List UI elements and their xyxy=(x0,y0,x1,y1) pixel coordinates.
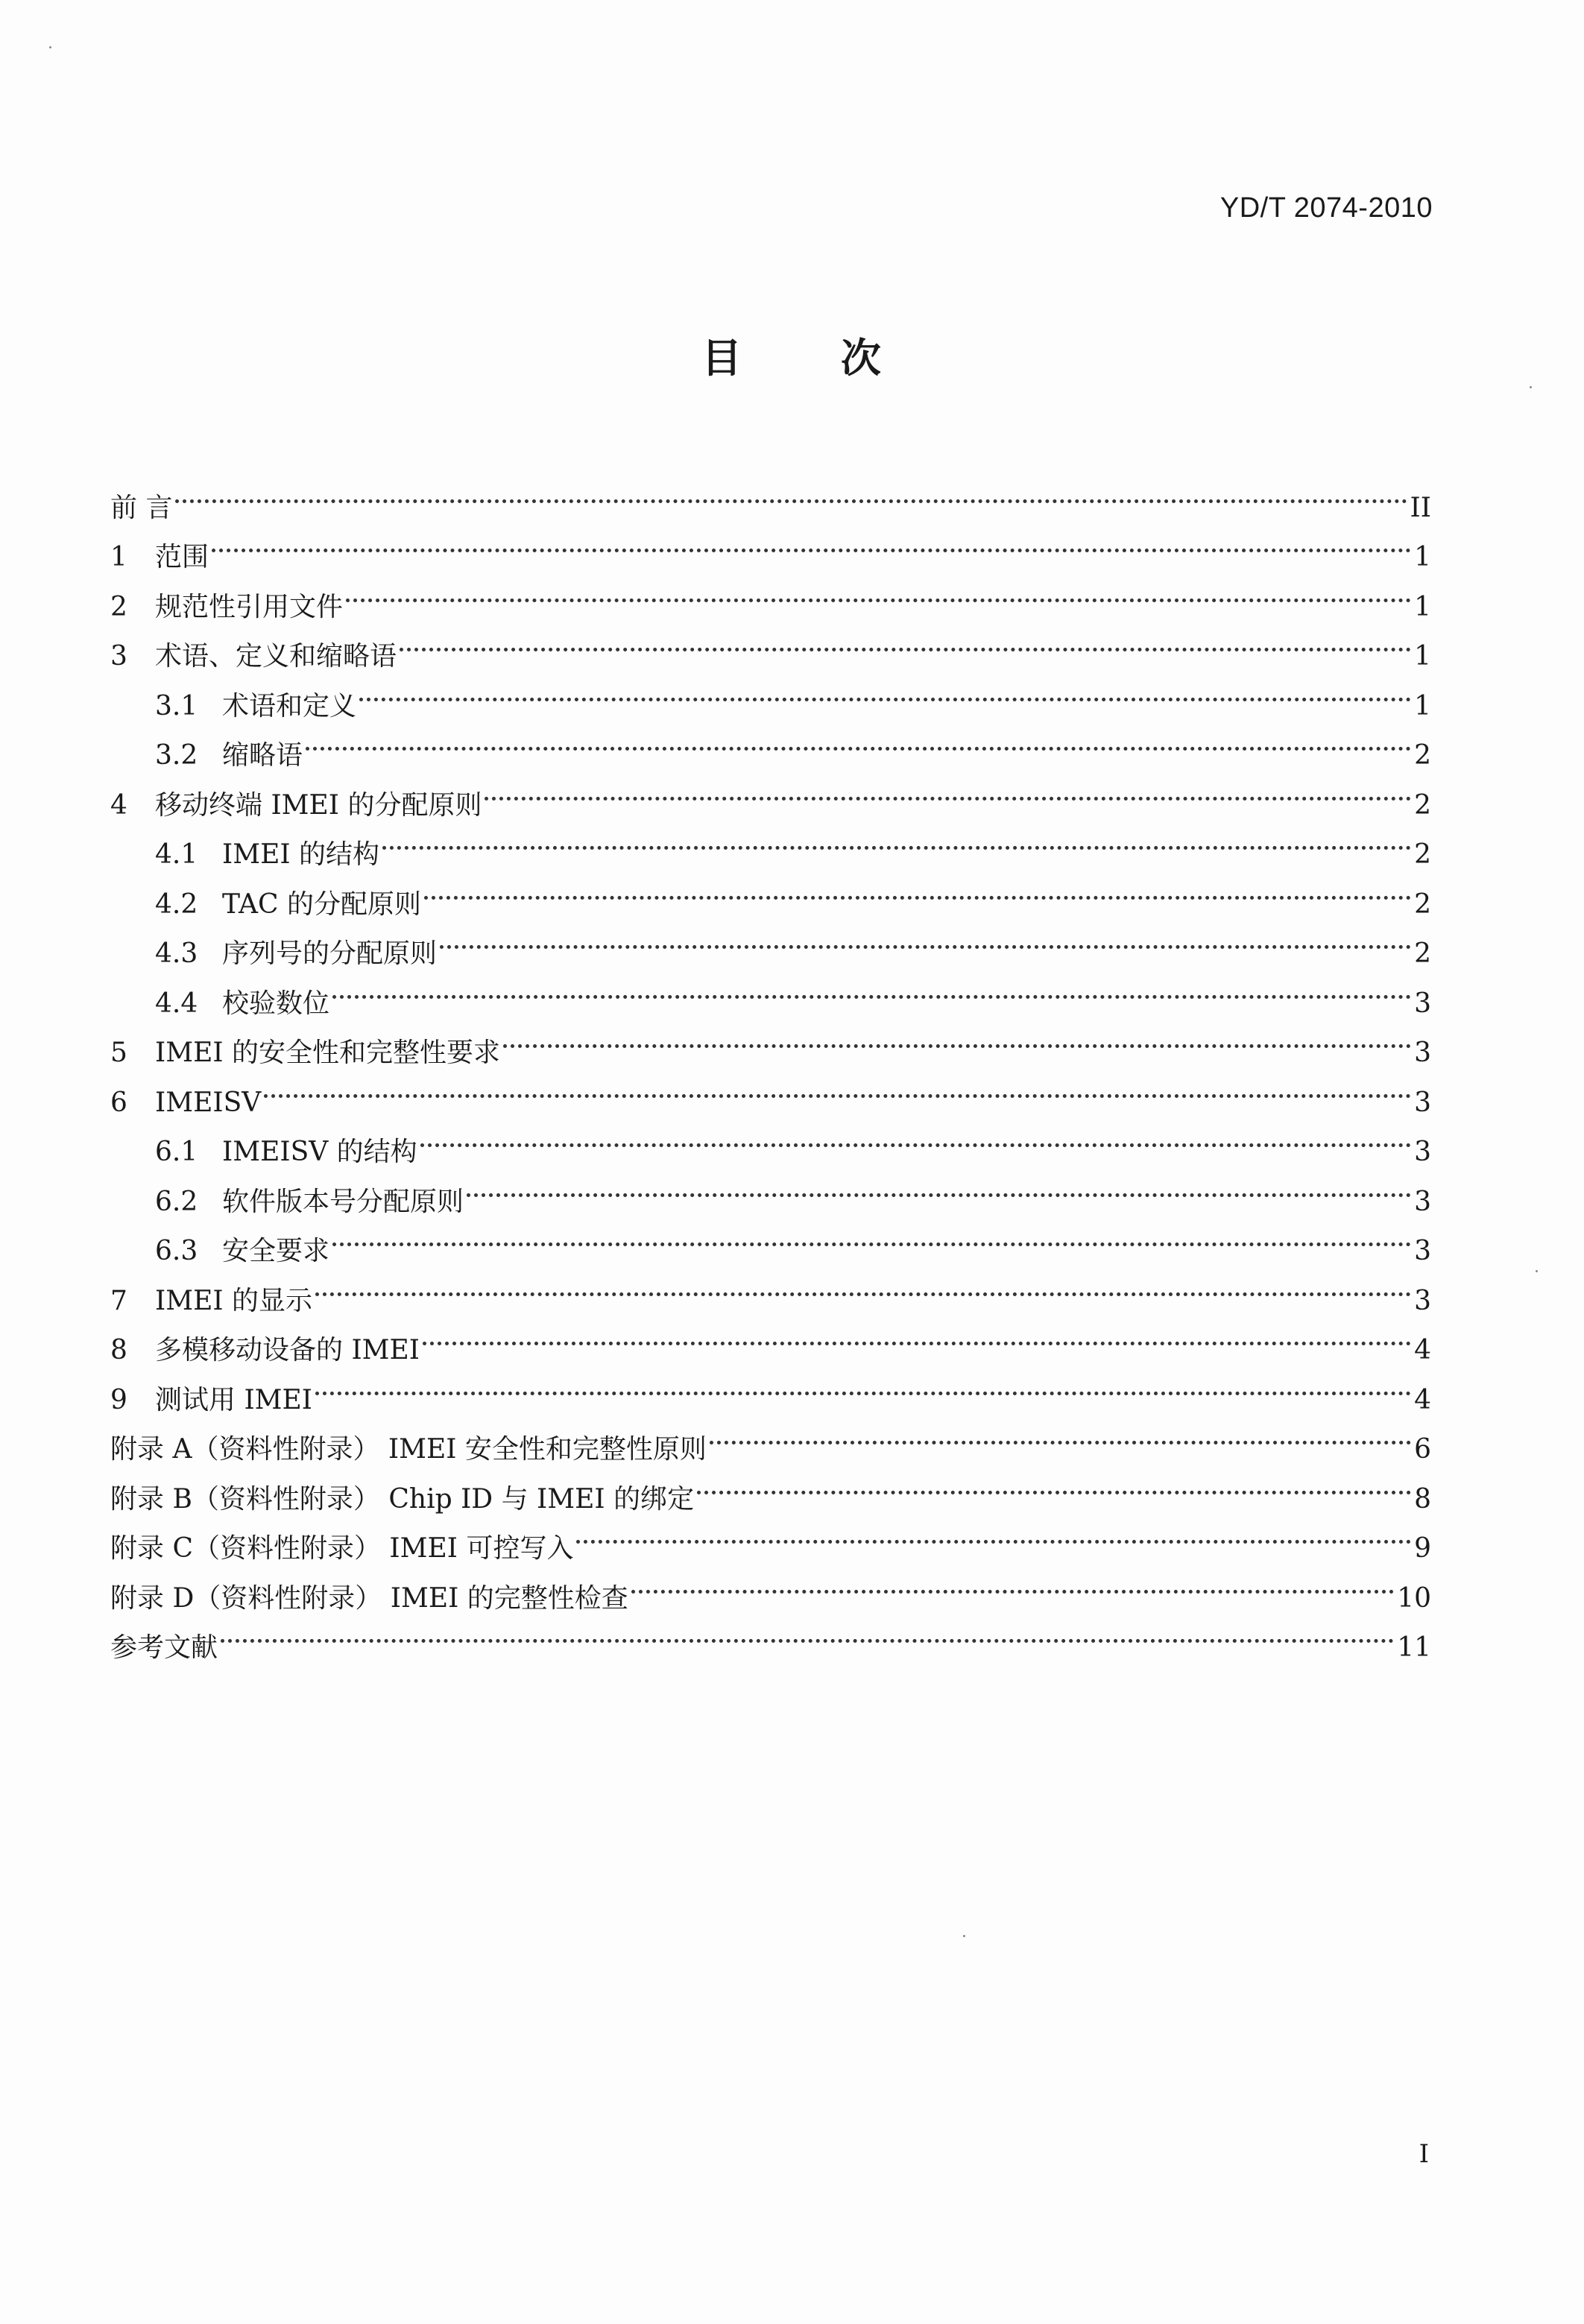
toc-entry-number: 4.2 xyxy=(155,888,198,920)
dot-leader xyxy=(175,467,1407,517)
dot-leader xyxy=(264,1061,1411,1111)
toc-entry-title: IMEISV 的结构 xyxy=(222,1137,417,1167)
toc-entry-page: 2 xyxy=(1414,888,1431,920)
toc-entry-title: 校验数位 xyxy=(222,988,330,1019)
dot-leader xyxy=(346,566,1411,616)
toc-entry-title: 缩略语 xyxy=(222,740,303,771)
toc-entry-page: 11 xyxy=(1397,1632,1431,1663)
toc-entry-title: 测试用 IMEI xyxy=(155,1384,313,1415)
scan-speck xyxy=(963,1935,965,1937)
dot-leader xyxy=(576,1508,1411,1558)
toc-entry-title: 多模移动设备的 IMEI xyxy=(155,1335,420,1365)
toc-entry[interactable] xyxy=(110,566,1431,622)
toc-entry-page: 9 xyxy=(1414,1533,1431,1564)
toc-entry-title: 序列号的分配原则 xyxy=(222,938,438,969)
dot-leader xyxy=(332,1210,1411,1260)
toc-entry-number: 3.1 xyxy=(155,690,198,721)
dot-leader xyxy=(467,1161,1411,1210)
toc-entry-page: 3 xyxy=(1414,1137,1431,1167)
toc-entry-number: 4 xyxy=(110,789,127,821)
toc-entry-title: 规范性引用文件 xyxy=(155,591,344,622)
toc-entry-title: 术语、定义和缩略语 xyxy=(155,641,397,672)
toc-entry-number: 8 xyxy=(110,1335,127,1365)
toc-entry-page: 2 xyxy=(1414,839,1431,870)
toc-entry-number: 3 xyxy=(110,641,127,672)
toc-entry-title: 参考文献 xyxy=(110,1632,218,1663)
toc-entry-title: 附录 C（资料性附录） IMEI 可控写入 xyxy=(110,1533,574,1564)
toc-entry-title: 附录 A（资料性附录） IMEI 安全性和完整性原则 xyxy=(110,1434,707,1465)
toc-entry[interactable] xyxy=(110,517,1431,572)
toc-entry-title: 附录 D（资料性附录） IMEI 的完整性检查 xyxy=(110,1582,628,1614)
toc-entry[interactable] xyxy=(110,1061,1431,1118)
toc-entry[interactable] xyxy=(110,715,1431,771)
dot-leader xyxy=(420,1111,1411,1161)
toc-entry-page: 10 xyxy=(1397,1582,1431,1614)
toc-entry-page: 3 xyxy=(1414,1236,1431,1266)
toc-entry-title: 术语和定义 xyxy=(222,690,357,721)
toc-entry-page: 3 xyxy=(1414,1285,1431,1316)
toc-entry-number: 7 xyxy=(110,1285,127,1316)
toc-entry-title: TAC 的分配原则 xyxy=(222,888,422,920)
toc-entry-page: 3 xyxy=(1414,1087,1431,1118)
table-of-contents xyxy=(110,467,1431,1663)
toc-entry-number: 2 xyxy=(110,591,127,622)
scan-speck xyxy=(1530,386,1532,388)
toc-entry-title: 软件版本号分配原则 xyxy=(222,1186,464,1217)
toc-entry-number: 9 xyxy=(110,1384,127,1415)
toc-entry-page: 6 xyxy=(1414,1434,1431,1465)
toc-entry-page: 2 xyxy=(1414,789,1431,821)
toc-entry-number: 1 xyxy=(110,542,127,572)
dot-leader xyxy=(359,665,1411,715)
toc-entry-number: 6.3 xyxy=(155,1236,198,1266)
toc-entry-title: 安全要求 xyxy=(222,1236,330,1266)
toc-entry-title: 附录 B（资料性附录） Chip ID 与 IMEI 的绑定 xyxy=(110,1483,695,1515)
dot-leader xyxy=(710,1409,1411,1459)
toc-entry-page: 4 xyxy=(1414,1384,1431,1415)
toc-entry-title: IMEISV xyxy=(155,1087,262,1118)
toc-entry-title: 移动终端 IMEI 的分配原则 xyxy=(155,789,482,821)
toc-entry-page: 1 xyxy=(1414,690,1431,721)
toc-entry-number: 6 xyxy=(110,1087,127,1118)
dot-leader xyxy=(221,1607,1394,1657)
toc-entry-number: 4.3 xyxy=(155,938,198,969)
toc-entry-page: 3 xyxy=(1414,988,1431,1019)
toc-entry-page: 2 xyxy=(1414,740,1431,771)
toc-entry[interactable] xyxy=(110,467,1431,523)
dot-leader xyxy=(440,913,1411,963)
toc-entry-title: IMEI 的显示 xyxy=(155,1285,313,1316)
toc-entry-page: 4 xyxy=(1414,1335,1431,1365)
toc-entry-number: 6.1 xyxy=(155,1137,198,1167)
dot-leader xyxy=(315,1359,1411,1409)
dot-leader xyxy=(631,1557,1394,1607)
toc-entry-title: IMEI 的结构 xyxy=(222,839,380,870)
dot-leader xyxy=(424,863,1411,913)
scan-speck xyxy=(49,46,51,48)
toc-entry[interactable] xyxy=(110,764,1431,821)
toc-entry-page: 2 xyxy=(1414,938,1431,969)
toc-entry[interactable] xyxy=(110,1607,1431,1663)
dot-leader xyxy=(485,764,1411,814)
toc-entry-page: 1 xyxy=(1414,641,1431,672)
dot-leader xyxy=(212,517,1411,566)
toc-entry-page: 3 xyxy=(1414,1186,1431,1217)
toc-entry[interactable] xyxy=(110,1111,1431,1167)
toc-entry-title: 范围 xyxy=(155,542,209,572)
scan-speck xyxy=(1536,1270,1538,1272)
document-number: YD/T 2074-2010 xyxy=(1219,192,1433,224)
toc-entry-number: 4.1 xyxy=(155,839,198,870)
page-number: I xyxy=(1419,2139,1429,2169)
toc-entry-page: 3 xyxy=(1414,1038,1431,1068)
dot-leader xyxy=(697,1458,1411,1508)
dot-leader xyxy=(382,814,1411,864)
toc-entry-title: IMEI 的安全性和完整性要求 xyxy=(155,1038,501,1068)
toc-entry-number: 5 xyxy=(110,1038,127,1068)
toc-entry-number: 6.2 xyxy=(155,1186,198,1217)
toc-title: 目 次 xyxy=(701,335,883,382)
toc-entry-page: 8 xyxy=(1414,1483,1431,1515)
dot-leader xyxy=(400,616,1411,666)
toc-entry-page: 1 xyxy=(1414,542,1431,572)
dot-leader xyxy=(315,1260,1411,1310)
toc-entry-number: 3.2 xyxy=(155,740,198,771)
dot-leader xyxy=(503,1012,1411,1062)
toc-entry-title: 前 言 xyxy=(110,492,173,523)
toc-entry-number: 4.4 xyxy=(155,988,198,1019)
dot-leader xyxy=(332,962,1411,1012)
toc-entry-page: II xyxy=(1410,492,1431,523)
dot-leader xyxy=(423,1310,1411,1360)
toc-entry-page: 1 xyxy=(1414,591,1431,622)
dot-leader xyxy=(306,715,1411,765)
